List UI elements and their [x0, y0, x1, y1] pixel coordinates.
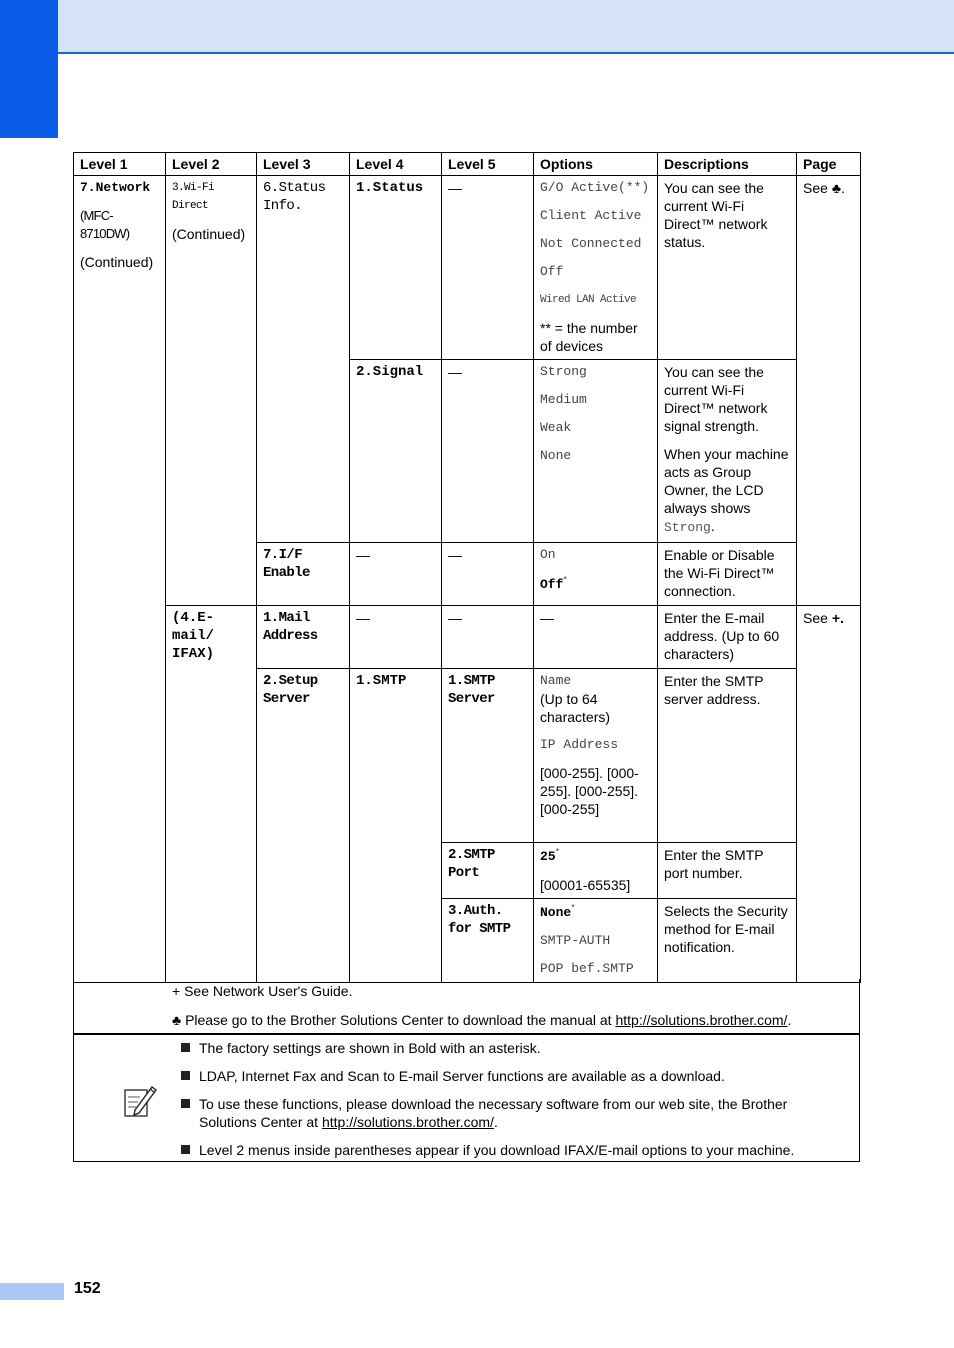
description-status: You can see the current Wi-Fi Direct™ network status. — [658, 176, 797, 360]
page-see-text: See — [803, 180, 828, 196]
level5-smtp-server: 1.SMTP Server — [442, 669, 534, 843]
option-off-default — [540, 574, 651, 594]
bullet-icon — [181, 1145, 190, 1154]
description-signal-2 — [664, 445, 790, 537]
note-item — [181, 1141, 841, 1159]
note-box — [73, 1034, 860, 1162]
description-signal-1: You can see the current Wi-Fi Direct™ network signal strength. — [664, 364, 768, 434]
plus-icon: +. — [831, 610, 844, 626]
option-strong: Strong — [540, 364, 587, 379]
level1-name: 7.Network — [80, 180, 151, 195]
description-mail-address: Enter the E-mail address. (Up to 60 characters) — [658, 606, 797, 669]
level1-model: (MFC-8710DW) — [80, 208, 130, 241]
table-row — [74, 176, 861, 360]
legend-club — [172, 1012, 791, 1028]
level2-wifi-name: 3.Wi-Fi Direct — [172, 182, 215, 212]
note-item — [181, 1067, 841, 1085]
header-band — [58, 0, 954, 54]
description-smtp-server: Enter the SMTP server address. — [658, 669, 797, 843]
default-asterisk: * — [571, 902, 575, 913]
level5-auth-smtp: 3.Auth. for SMTP — [442, 899, 534, 983]
level1-continued: (Continued) — [80, 254, 154, 270]
bullet-icon — [181, 1099, 190, 1108]
solutions-link[interactable]: http://solutions.brother.com/ — [321, 1114, 494, 1130]
note-item — [181, 1039, 841, 1057]
note-pencil-icon — [122, 1083, 158, 1119]
option-port-range: [00001-65535] — [540, 877, 631, 893]
note-text-end: . — [493, 1114, 498, 1130]
table-legend — [73, 979, 860, 1034]
level3-status-info: 6.Status Info. — [257, 176, 350, 543]
option-off: Off — [540, 264, 564, 279]
page-see-text: See — [803, 610, 828, 626]
description-signal-2-text: When your machine acts as Group Owner, the LCD always shows — [664, 446, 789, 516]
option-note: ** = the number of devices — [540, 320, 638, 354]
option-off-label: Off — [540, 577, 564, 592]
header-level4: Level 4 — [350, 153, 442, 176]
option-none-label: None — [540, 905, 572, 920]
option-wired-lan-active: Wired LAN Active — [540, 294, 637, 306]
level4-status: 1.Status — [350, 176, 442, 360]
legend-club-end: . — [787, 1012, 792, 1028]
club-icon: ♣. — [831, 180, 845, 196]
options-signal — [534, 360, 658, 543]
level5-signal: — — [442, 360, 534, 543]
header-level1: Level 1 — [74, 153, 166, 176]
header-descriptions: Descriptions — [658, 153, 797, 176]
option-pop-before-smtp: POP bef.SMTP — [540, 961, 634, 976]
bullet-icon — [181, 1071, 190, 1080]
level4-signal: 2.Signal — [350, 360, 442, 543]
header-level3: Level 3 — [257, 153, 350, 176]
options-if-enable — [534, 543, 658, 606]
option-on: On — [540, 547, 556, 562]
level2-wifi-continued: (Continued) — [172, 226, 246, 242]
level4-if-enable: — — [350, 543, 442, 606]
option-smtp-auth: SMTP-AUTH — [540, 933, 611, 948]
level3-mail-address: 1.Mail Address — [257, 606, 350, 669]
options-status — [534, 176, 658, 360]
option-go-active: G/O Active(**) — [540, 180, 650, 195]
chapter-tab — [0, 0, 58, 138]
description-signal-strong: Strong — [664, 520, 711, 535]
description-signal — [658, 360, 797, 543]
level3-setup-server: 2.Setup Server — [257, 669, 350, 983]
level4-mail-address: — — [350, 606, 442, 669]
option-port-default-value: 25 — [540, 849, 556, 864]
header-options: Options — [534, 153, 658, 176]
note-text: LDAP, Internet Fax and Scan to E-mail Server functions are available as a download. — [199, 1068, 725, 1084]
level5-status: — — [442, 176, 534, 360]
level5-smtp-port: 2.SMTP Port — [442, 843, 534, 899]
option-name: Name — [540, 673, 572, 688]
legend-plus: + See Network User's Guide. — [172, 983, 353, 999]
description-if-enable: Enable or Disable the Wi-Fi Direct™ connection. — [658, 543, 797, 606]
level2-wifi-cell — [166, 176, 257, 606]
footer-band — [0, 1283, 64, 1300]
page-wifi-cell — [797, 176, 861, 606]
description-auth-smtp: Selects the Security method for E-mail notification. — [658, 899, 797, 983]
option-client-active: Client Active — [540, 208, 642, 223]
level4-smtp: 1.SMTP — [350, 669, 442, 983]
level3-if-enable: 7.I/F Enable — [257, 543, 350, 606]
option-weak: Weak — [540, 420, 572, 435]
options-smtp-server — [534, 669, 658, 843]
bullet-icon — [181, 1043, 190, 1052]
page-email-cell — [797, 606, 861, 983]
note-item — [181, 1095, 841, 1131]
option-medium: Medium — [540, 392, 587, 407]
table-row — [74, 606, 861, 669]
solutions-link[interactable]: http://solutions.brother.com/ — [615, 1012, 788, 1028]
note-text — [199, 1095, 841, 1131]
header-level5: Level 5 — [442, 153, 534, 176]
option-name-note: (Up to 64 characters) — [540, 691, 611, 725]
header-page: Page — [797, 153, 861, 176]
default-asterisk: * — [563, 574, 567, 585]
menu-table — [73, 152, 861, 983]
description-signal-period: . — [710, 518, 715, 534]
level5-if-enable: — — [442, 543, 534, 606]
header-level2: Level 2 — [166, 153, 257, 176]
note-text: Level 2 menus inside parentheses appear if you download IFAX/E-mail options to your machine. — [199, 1142, 795, 1158]
option-none-default — [540, 902, 651, 922]
option-port-default — [540, 846, 651, 866]
note-text-body: To use these functions, please download the necessary software from our web site, the Brother Solutions Center at — [199, 1096, 788, 1130]
note-text: The factory settings are shown in Bold with an asterisk. — [199, 1040, 541, 1056]
options-auth-smtp — [534, 899, 658, 983]
option-not-connected: Not Connected — [540, 236, 642, 251]
legend-club-text: ♣ Please go to the Brother Solutions Center to download the manual at — [172, 1012, 612, 1028]
options-smtp-port — [534, 843, 658, 899]
description-smtp-port: Enter the SMTP port number. — [658, 843, 797, 899]
level1-cell — [74, 176, 166, 983]
option-ip-range: [000-255]. [000-255]. [000-255]. [000-255] — [540, 765, 639, 817]
level2-email: (4.E-mail/ IFAX) — [166, 606, 257, 983]
page-number: 152 — [74, 1280, 101, 1297]
level5-mail-address: — — [442, 606, 534, 669]
table-header-row — [74, 153, 861, 176]
option-none: None — [540, 448, 572, 463]
options-mail-address: — — [534, 606, 658, 669]
default-asterisk: * — [555, 846, 560, 857]
option-ip-address: IP Address — [540, 737, 619, 752]
